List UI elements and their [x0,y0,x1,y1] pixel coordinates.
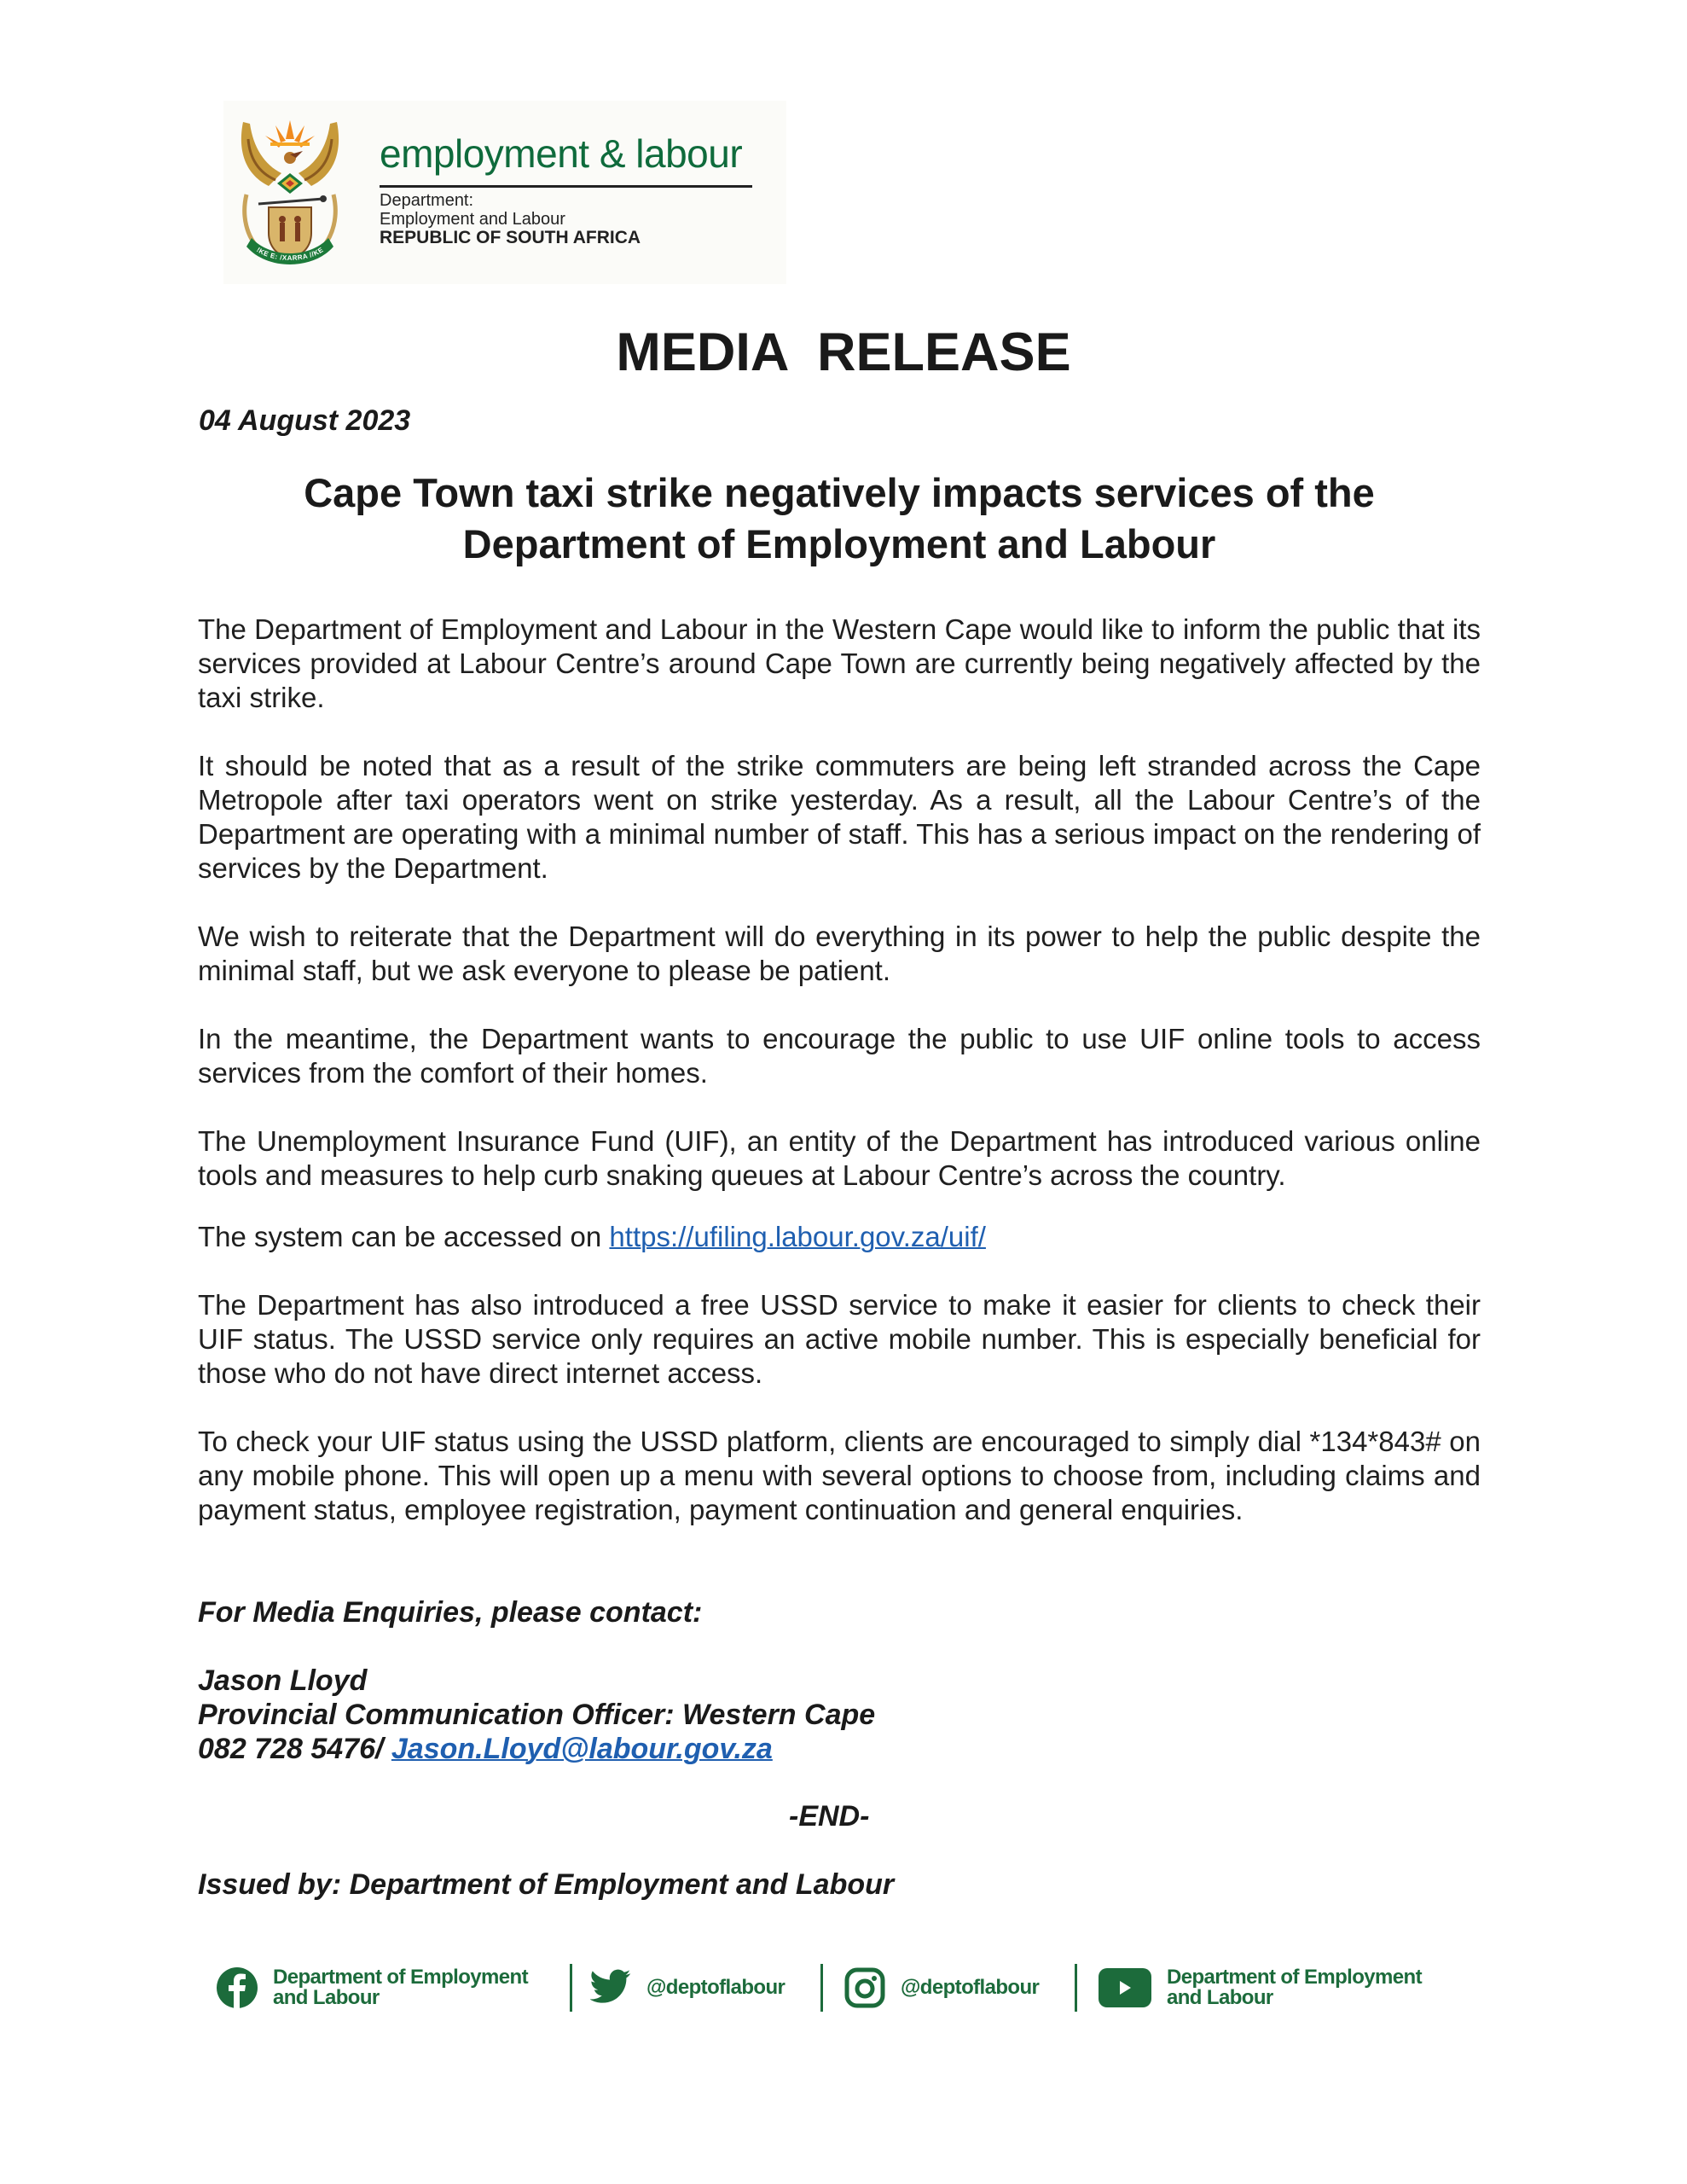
headline [198,468,1481,570]
media-enquiries-heading: For Media Enquiries, please contact: [198,1596,703,1629]
brand-divider [380,185,752,188]
youtube-label-line-2: and Labour [1167,1986,1273,2009]
body-paragraph: In the meantime, the Department wants to encourage the public to use UIF online tools to access services from the comfort of their homes. [198,1023,1481,1089]
social-instagram[interactable] [844,1954,1039,2022]
release-date: 04 August 2023 [199,404,411,437]
facebook-icon [217,1967,258,2008]
social-divider [820,1964,823,2012]
uif-system-link[interactable]: https://ufiling.labour.gov.za/uif/ [609,1221,986,1252]
twitter-icon [590,1969,631,2007]
brand-wordmark: employment & labour [380,131,743,176]
contact-details [198,1732,773,1766]
youtube-label-line-1: Department of Employment [1167,1966,1422,1989]
social-media-bar [198,1954,1503,2022]
twitter-handle: @deptoflabour [646,1976,786,1999]
facebook-label-line-1: Department of Employment [273,1966,528,1989]
social-facebook[interactable] [217,1954,528,2022]
social-divider [570,1964,572,2012]
country-name: REPUBLIC OF SOUTH AFRICA [380,228,641,247]
facebook-label [273,1967,528,2008]
contact-name: Jason Lloyd [198,1664,368,1697]
body-paragraph: The Department of Employment and Labour in the Western Cape would like to inform the public that its services provided at Labour Centre’s around Cape Town are currently being negatively affected by the taxi strike. [198,613,1481,713]
system-access-paragraph [198,1220,1481,1254]
instagram-handle: @deptoflabour [901,1976,1040,1999]
department-label: Department: [380,191,474,210]
body-paragraph: The Unemployment Insurance Fund (UIF), an entity of the Department has introduced various online tools and measures to help curb snaking queues at Labour Centre’s across the country. [198,1125,1481,1191]
social-twitter[interactable] [590,1954,785,2022]
end-marker: -END- [789,1800,870,1833]
body-paragraph: It should be noted that as a result of the strike commuters are being left stranded across the Cape Metropole after taxi operators went on strike yesterday. As a result, all the Labour Centre’s of the Department are operating with a minimal number of staff. This has a serious impact on the rendering of services by the Department. [198,750,1481,884]
headline-line-1: Cape Town taxi strike negatively impacts services of the [304,470,1375,515]
youtube-icon [1099,1968,1151,2007]
body-paragraph: The Department has also introduced a free USSD service to make it easier for clients to check their UIF status. The USSD service only requires an active mobile number. This is especially beneficial for those who do not have direct internet access. [198,1289,1481,1389]
issued-by: Issued by: Department of Employment and Labour [198,1868,895,1901]
department-name: Employment and Labour [380,210,565,229]
letterhead [223,101,786,284]
contact-phone: 082 728 5476/ [198,1733,391,1765]
instagram-icon [844,1967,885,2008]
headline-line-2: Department of Employment and Labour [462,521,1216,566]
social-divider [1075,1964,1077,2012]
system-access-text: The system can be accessed on [198,1221,610,1252]
contact-role: Provincial Communication Officer: Western Cape [198,1699,876,1731]
facebook-label-line-2: and Labour [273,1986,380,2009]
crest-motto-text: !KE E: /XARRA //KE [255,246,325,263]
social-youtube[interactable] [1099,1954,1422,2022]
coat-of-arms-icon [235,113,345,267]
contact-email-link[interactable]: Jason.Lloyd@labour.gov.za [391,1733,773,1765]
document-title: MEDIA RELEASE [616,322,1071,382]
youtube-label [1167,1967,1422,2008]
body-paragraph: To check your UIF status using the USSD platform, clients are encouraged to simply dial *134*843# on any mobile phone. This will open up a menu with several options to choose from, including claims and payment status, employee registration, payment continuation and general enquiries. [198,1426,1481,1525]
body-paragraph: We wish to reiterate that the Department will do everything in its power to help the public despite the minimal staff, but we ask everyone to please be patient. [198,921,1481,986]
